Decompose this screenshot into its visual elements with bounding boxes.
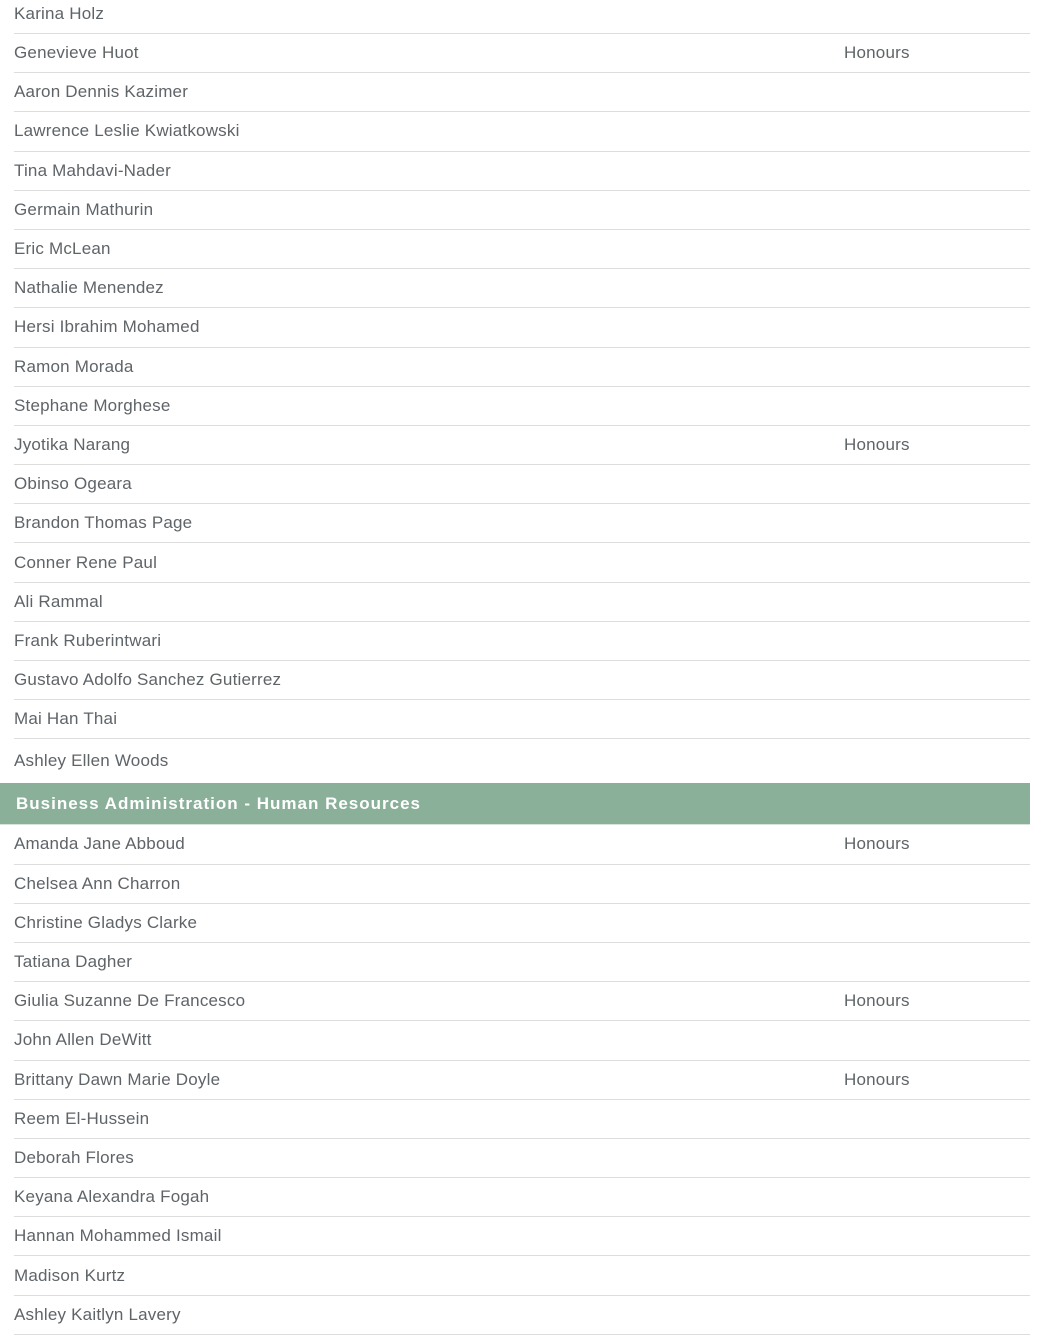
graduate-name: Reem El-Hussein <box>14 1108 150 1128</box>
graduate-name: Brittany Dawn Marie Doyle <box>14 1069 221 1089</box>
graduate-row <box>14 661 1030 700</box>
graduate-row <box>14 1296 1030 1335</box>
graduate-name: Amanda Jane Abboud <box>14 834 185 854</box>
honours-label: Honours <box>844 43 910 63</box>
graduate-row <box>14 1217 1030 1256</box>
graduate-row <box>14 943 1030 982</box>
graduate-row <box>14 543 1030 582</box>
graduate-name: Tatiana Dagher <box>14 952 133 972</box>
graduate-name: Deborah Flores <box>14 1147 134 1167</box>
graduate-row <box>14 622 1030 661</box>
graduate-name: Brandon Thomas Page <box>14 513 193 533</box>
graduate-row <box>14 34 1030 73</box>
graduate-name: Conner Rene Paul <box>14 552 158 572</box>
graduate-name: Gustavo Adolfo Sanchez Gutierrez <box>14 670 282 690</box>
graduate-row <box>14 152 1030 191</box>
graduates-group-human-resources <box>0 825 1030 1334</box>
graduate-row <box>14 465 1030 504</box>
graduate-row <box>14 387 1030 426</box>
graduate-row <box>14 904 1030 943</box>
graduate-row <box>14 269 1030 308</box>
graduate-row <box>14 825 1030 864</box>
graduate-row <box>14 739 1030 783</box>
honours-label: Honours <box>844 834 910 854</box>
graduate-row <box>14 1256 1030 1295</box>
graduate-name: Stephane Morghese <box>14 395 171 415</box>
graduate-name: Chelsea Ann Charron <box>14 873 181 893</box>
graduate-name: Christine Gladys Clarke <box>14 912 198 932</box>
graduate-name: Aaron Dennis Kazimer <box>14 82 189 102</box>
honours-label: Honours <box>844 991 910 1011</box>
graduate-name: Hersi Ibrahim Mohamed <box>14 317 200 337</box>
graduate-name: Eric McLean <box>14 239 111 259</box>
graduate-name: Lawrence Leslie Kwiatkowski <box>14 121 240 141</box>
graduate-row <box>14 191 1030 230</box>
graduate-name: Obinso Ogeara <box>14 474 132 494</box>
graduate-row <box>14 583 1030 622</box>
program-section-title: Business Administration - Human Resources <box>16 793 422 813</box>
graduate-name: Jyotika Narang <box>14 434 131 454</box>
graduate-name: Ali Rammal <box>14 591 103 611</box>
graduate-row <box>14 982 1030 1021</box>
graduate-name: Madison Kurtz <box>14 1265 126 1285</box>
graduate-name: Frank Ruberintwari <box>14 630 162 650</box>
graduate-row <box>14 1100 1030 1139</box>
program-section-header <box>0 783 1030 825</box>
honours-label: Honours <box>844 1069 910 1089</box>
graduate-name: Genevieve Huot <box>14 43 139 63</box>
graduate-name: Ashley Ellen Woods <box>14 751 169 771</box>
graduate-name: Ramon Morada <box>14 356 134 376</box>
graduate-row <box>14 1061 1030 1100</box>
graduate-row <box>14 308 1030 347</box>
graduate-row <box>14 112 1030 151</box>
graduate-name: Keyana Alexandra Fogah <box>14 1187 210 1207</box>
honours-label: Honours <box>844 434 910 454</box>
graduate-name: John Allen DeWitt <box>14 1030 152 1050</box>
graduate-row <box>14 348 1030 387</box>
graduate-row <box>14 1178 1030 1217</box>
graduate-row <box>14 230 1030 269</box>
graduate-name: Germain Mathurin <box>14 199 154 219</box>
graduate-row <box>14 1139 1030 1178</box>
graduate-row <box>14 0 1030 34</box>
graduate-row <box>14 504 1030 543</box>
graduate-name: Giulia Suzanne De Francesco <box>14 991 246 1011</box>
graduate-name: Ashley Kaitlyn Lavery <box>14 1304 181 1324</box>
graduate-row <box>14 426 1030 465</box>
graduate-name: Karina Holz <box>14 4 105 23</box>
graduate-row <box>14 700 1030 739</box>
graduate-row <box>14 73 1030 112</box>
graduate-row <box>14 865 1030 904</box>
graduate-name: Tina Mahdavi-Nader <box>14 160 171 180</box>
graduate-name: Mai Han Thai <box>14 709 118 729</box>
graduate-name: Hannan Mohammed Ismail <box>14 1226 222 1246</box>
graduate-name: Nathalie Menendez <box>14 278 164 298</box>
graduate-row <box>14 1021 1030 1060</box>
